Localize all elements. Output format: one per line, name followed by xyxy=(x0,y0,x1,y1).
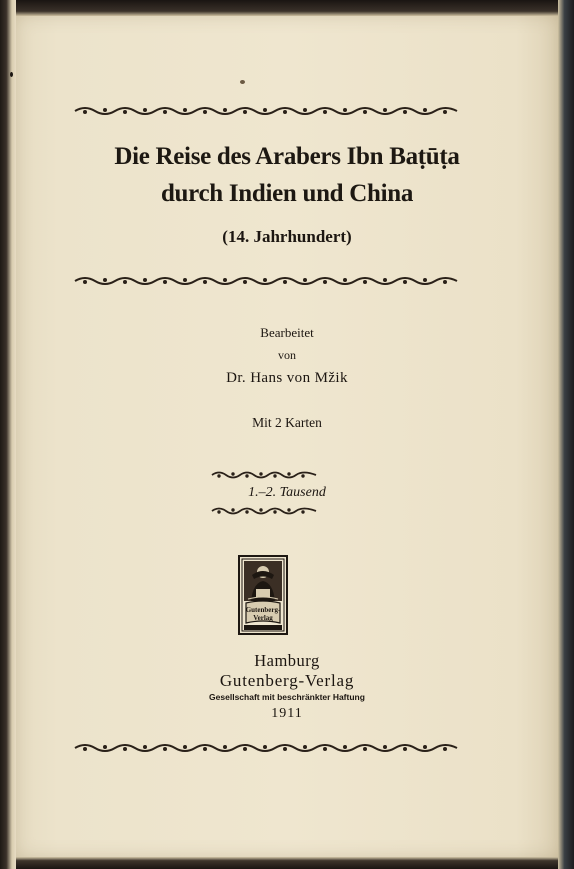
imprint-city: Hamburg xyxy=(254,651,320,670)
imprint-publisher: Gutenberg-Verlag xyxy=(219,671,355,690)
author-name: Dr. Hans von Mžik xyxy=(226,370,348,386)
title-line-1: Die Reise des Arabers Ibn Baṭūṭa xyxy=(114,143,460,170)
imprint-company: Gesellschaft mit beschränkter Haftung xyxy=(209,692,365,702)
book-cover-edge xyxy=(558,0,574,869)
title-ornament-rule-icon xyxy=(73,274,459,288)
title-century: (14. Jahrhundert) xyxy=(222,227,352,246)
edition-ornament-top-icon xyxy=(210,469,318,481)
title-line-2: durch Indien und China xyxy=(160,180,414,207)
paper-speck xyxy=(240,80,245,84)
edition-label: 1.–2. Tausend xyxy=(248,485,326,500)
top-ornament-rule-icon xyxy=(73,104,459,118)
page-bottom-edge xyxy=(0,857,574,869)
paper-speck xyxy=(10,72,13,77)
title-page xyxy=(14,14,560,859)
book-spine-edge xyxy=(0,0,16,869)
edited-label: Bearbeitet xyxy=(260,325,314,340)
by-label: von xyxy=(278,348,296,362)
bottom-ornament-rule-icon xyxy=(73,741,459,755)
emblem-text-line2: Verlag xyxy=(253,614,273,622)
maps-note: Mit 2 Karten xyxy=(252,415,322,430)
page-top-edge xyxy=(0,0,574,16)
publisher-emblem-icon xyxy=(238,555,288,635)
edition-ornament-bottom-icon xyxy=(210,505,318,517)
imprint-year: 1911 xyxy=(271,706,303,721)
emblem-text-line1: Gutenberg- xyxy=(245,606,281,614)
